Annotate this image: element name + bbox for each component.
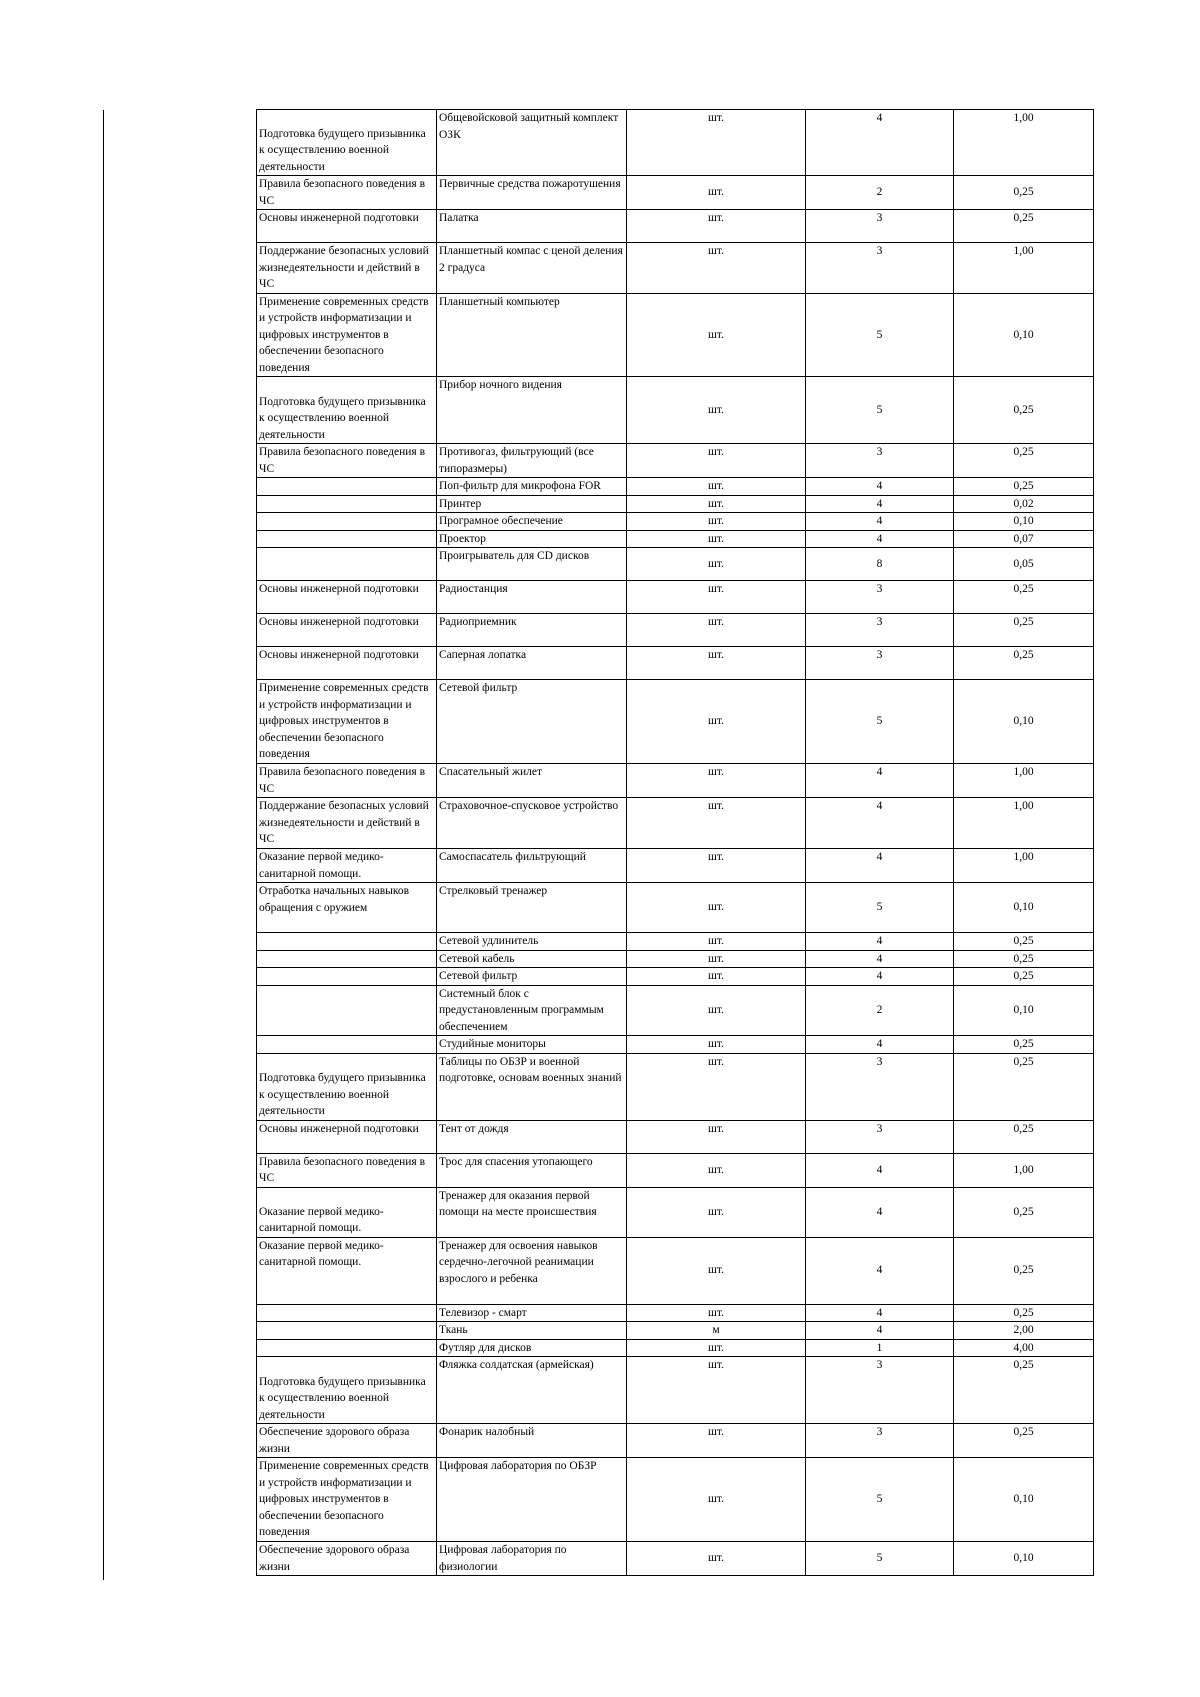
quantity-cell: 3 xyxy=(806,243,954,294)
item-name-cell: Сетевой фильтр xyxy=(437,680,627,764)
unit-cell: шт. xyxy=(627,647,806,680)
unit-cell: шт. xyxy=(627,1304,806,1322)
subject-cell: Поддержание безопасных условий жизнедеятельности и действий в ЧС xyxy=(257,243,437,294)
table-row xyxy=(257,495,1094,513)
quantity-cell: 4 xyxy=(806,1237,954,1304)
unit-cell: шт. xyxy=(627,1357,806,1424)
subject-cell xyxy=(257,933,437,951)
quantity-cell: 4 xyxy=(806,1036,954,1054)
subject-cell xyxy=(257,495,437,513)
unit-cell: шт. xyxy=(627,1458,806,1542)
equipment-table-body xyxy=(257,110,1094,1576)
quantity-cell: 3 xyxy=(806,614,954,647)
quantity-cell: 4 xyxy=(806,1304,954,1322)
subject-cell: Подготовка будущего призывника к осуществлению военной деятельности xyxy=(257,1357,437,1424)
item-name-cell: Радиоприемник xyxy=(437,614,627,647)
value-cell: 0,25 xyxy=(954,210,1094,243)
unit-cell: шт. xyxy=(627,1120,806,1153)
unit-cell: шт. xyxy=(627,950,806,968)
value-cell: 0,25 xyxy=(954,176,1094,210)
item-name-cell: Палатка xyxy=(437,210,627,243)
subject-cell: Основы инженерной подготовки xyxy=(257,614,437,647)
subject-cell: Подготовка будущего призывника к осуществлению военной деятельности xyxy=(257,1053,437,1120)
table-row xyxy=(257,513,1094,531)
quantity-cell: 5 xyxy=(806,883,954,933)
value-cell: 0,25 xyxy=(954,614,1094,647)
equipment-table xyxy=(256,109,1094,1576)
quantity-cell: 4 xyxy=(806,950,954,968)
unit-cell: шт. xyxy=(627,1424,806,1458)
table-row xyxy=(257,950,1094,968)
unit-cell: шт. xyxy=(627,614,806,647)
value-cell: 0,10 xyxy=(954,680,1094,764)
item-name-cell: Цифровая лаборатория по физиологии xyxy=(437,1542,627,1576)
subject-cell xyxy=(257,530,437,548)
value-cell: 0,10 xyxy=(954,1542,1094,1576)
value-cell: 0,25 xyxy=(954,1120,1094,1153)
item-name-cell: Планшетный компьютер xyxy=(437,293,627,377)
item-name-cell: Ткань xyxy=(437,1322,627,1340)
quantity-cell: 5 xyxy=(806,293,954,377)
subject-cell: Правила безопасного поведения в ЧС xyxy=(257,444,437,478)
unit-cell: шт. xyxy=(627,176,806,210)
subject-cell xyxy=(257,1036,437,1054)
subject-cell xyxy=(257,1304,437,1322)
subject-cell: Подготовка будущего призывника к осуществлению военной деятельности xyxy=(257,377,437,444)
value-cell: 0,10 xyxy=(954,513,1094,531)
quantity-cell: 3 xyxy=(806,210,954,243)
item-name-cell: Противогаз, фильтрующий (все типоразмеры) xyxy=(437,444,627,478)
quantity-cell: 5 xyxy=(806,1458,954,1542)
value-cell: 1,00 xyxy=(954,1153,1094,1187)
quantity-cell: 4 xyxy=(806,495,954,513)
quantity-cell: 2 xyxy=(806,176,954,210)
table-row xyxy=(257,764,1094,798)
table-row xyxy=(257,210,1094,243)
item-name-cell: Саперная лопатка xyxy=(437,647,627,680)
unit-cell: шт. xyxy=(627,1542,806,1576)
item-name-cell: Цифровая лаборатория по ОБЗР xyxy=(437,1458,627,1542)
quantity-cell: 4 xyxy=(806,110,954,176)
unit-cell: м xyxy=(627,1322,806,1340)
value-cell: 0,25 xyxy=(954,1237,1094,1304)
item-name-cell: Страховочное-спусковое устройство xyxy=(437,798,627,849)
left-margin-rule xyxy=(103,110,104,1580)
table-row xyxy=(257,614,1094,647)
subject-cell: Основы инженерной подготовки xyxy=(257,1120,437,1153)
item-name-cell: Планшетный компас с ценой деления 2 градуса xyxy=(437,243,627,294)
item-name-cell: Поп-фильтр для микрофона FOR xyxy=(437,478,627,496)
subject-cell: Правила безопасного поведения в ЧС xyxy=(257,1153,437,1187)
subject-cell: Оказание первой медико-санитарной помощи. xyxy=(257,849,437,883)
unit-cell: шт. xyxy=(627,444,806,478)
table-row xyxy=(257,548,1094,581)
table-row xyxy=(257,1357,1094,1424)
unit-cell: шт. xyxy=(627,1187,806,1237)
quantity-cell: 5 xyxy=(806,1542,954,1576)
unit-cell: шт. xyxy=(627,680,806,764)
item-name-cell: Принтер xyxy=(437,495,627,513)
value-cell: 0,25 xyxy=(954,377,1094,444)
unit-cell: шт. xyxy=(627,1339,806,1357)
value-cell: 1,00 xyxy=(954,110,1094,176)
table-row xyxy=(257,444,1094,478)
item-name-cell: Радиостанция xyxy=(437,581,627,614)
unit-cell: шт. xyxy=(627,243,806,294)
table-row xyxy=(257,530,1094,548)
item-name-cell: Тренажер для оказания первой помощи на месте происшествия xyxy=(437,1187,627,1237)
item-name-cell: Первичные средства пожаротушения xyxy=(437,176,627,210)
unit-cell: шт. xyxy=(627,513,806,531)
item-name-cell: Таблицы по ОБЗР и военной подготовке, основам военных знаний xyxy=(437,1053,627,1120)
subject-cell: Оказание первой медико-санитарной помощи. xyxy=(257,1237,437,1304)
subject-cell: Основы инженерной подготовки xyxy=(257,581,437,614)
item-name-cell: Програмное обеспечение xyxy=(437,513,627,531)
subject-cell xyxy=(257,968,437,986)
item-name-cell: Проигрыватель для CD дисков xyxy=(437,548,627,581)
item-name-cell: Самоспасатель фильтрующий xyxy=(437,849,627,883)
value-cell: 0,10 xyxy=(954,985,1094,1036)
table-row xyxy=(257,680,1094,764)
subject-cell: Подготовка будущего призывника к осуществлению военной деятельности xyxy=(257,110,437,176)
value-cell: 0,25 xyxy=(954,1424,1094,1458)
unit-cell: шт. xyxy=(627,210,806,243)
unit-cell: шт. xyxy=(627,883,806,933)
value-cell: 0,10 xyxy=(954,293,1094,377)
table-row xyxy=(257,377,1094,444)
unit-cell: шт. xyxy=(627,530,806,548)
table-row xyxy=(257,1036,1094,1054)
value-cell: 0,25 xyxy=(954,1304,1094,1322)
table-row xyxy=(257,1237,1094,1304)
table-row xyxy=(257,933,1094,951)
unit-cell: шт. xyxy=(627,985,806,1036)
item-name-cell: Футляр для дисков xyxy=(437,1339,627,1357)
subject-cell: Оказание первой медико-санитарной помощи. xyxy=(257,1187,437,1237)
item-name-cell: Сетевой фильтр xyxy=(437,968,627,986)
value-cell: 0,25 xyxy=(954,933,1094,951)
item-name-cell: Системный блок с предустановленным программым обеспечением xyxy=(437,985,627,1036)
quantity-cell: 3 xyxy=(806,1424,954,1458)
quantity-cell: 5 xyxy=(806,680,954,764)
quantity-cell: 8 xyxy=(806,548,954,581)
quantity-cell: 4 xyxy=(806,1322,954,1340)
unit-cell: шт. xyxy=(627,1053,806,1120)
subject-cell xyxy=(257,985,437,1036)
item-name-cell: Фонарик налобный xyxy=(437,1424,627,1458)
table-row xyxy=(257,1187,1094,1237)
quantity-cell: 1 xyxy=(806,1339,954,1357)
quantity-cell: 4 xyxy=(806,798,954,849)
value-cell: 2,00 xyxy=(954,1322,1094,1340)
unit-cell: шт. xyxy=(627,293,806,377)
value-cell: 0,10 xyxy=(954,1458,1094,1542)
value-cell: 1,00 xyxy=(954,849,1094,883)
value-cell: 0,05 xyxy=(954,548,1094,581)
quantity-cell: 3 xyxy=(806,581,954,614)
table-row xyxy=(257,176,1094,210)
unit-cell: шт. xyxy=(627,478,806,496)
item-name-cell: Студийные мониторы xyxy=(437,1036,627,1054)
value-cell: 0,25 xyxy=(954,444,1094,478)
subject-cell: Применение современных средств и устройств информатизации и цифровых инструментов в обеспечении безопасного поведения xyxy=(257,1458,437,1542)
table-row xyxy=(257,1424,1094,1458)
item-name-cell: Трос для спасения утопающего xyxy=(437,1153,627,1187)
quantity-cell: 4 xyxy=(806,1153,954,1187)
table-row xyxy=(257,110,1094,176)
table-row xyxy=(257,1153,1094,1187)
value-cell: 0,25 xyxy=(954,1036,1094,1054)
quantity-cell: 3 xyxy=(806,1053,954,1120)
table-row xyxy=(257,1120,1094,1153)
quantity-cell: 3 xyxy=(806,1120,954,1153)
table-row xyxy=(257,968,1094,986)
item-name-cell: Прибор ночного видения xyxy=(437,377,627,444)
subject-cell: Применение современных средств и устройств информатизации и цифровых инструментов в обеспечении безопасного поведения xyxy=(257,680,437,764)
value-cell: 0,07 xyxy=(954,530,1094,548)
table-row xyxy=(257,849,1094,883)
table-row xyxy=(257,883,1094,933)
unit-cell: шт. xyxy=(627,1036,806,1054)
table-row xyxy=(257,581,1094,614)
value-cell: 0,25 xyxy=(954,968,1094,986)
unit-cell: шт. xyxy=(627,1237,806,1304)
quantity-cell: 4 xyxy=(806,933,954,951)
quantity-cell: 4 xyxy=(806,513,954,531)
subject-cell: Основы инженерной подготовки xyxy=(257,647,437,680)
item-name-cell: Проектор xyxy=(437,530,627,548)
quantity-cell: 4 xyxy=(806,849,954,883)
quantity-cell: 5 xyxy=(806,377,954,444)
subject-cell: Поддержание безопасных условий жизнедеятельности и действий в ЧС xyxy=(257,798,437,849)
value-cell: 1,00 xyxy=(954,764,1094,798)
unit-cell: шт. xyxy=(627,798,806,849)
item-name-cell: Тренажер для освоения навыков сердечно-легочной реанимации взрослого и ребенка xyxy=(437,1237,627,1304)
value-cell: 0,25 xyxy=(954,1053,1094,1120)
quantity-cell: 4 xyxy=(806,764,954,798)
unit-cell: шт. xyxy=(627,849,806,883)
item-name-cell: Общевойсковой защитный комплект ОЗК xyxy=(437,110,627,176)
subject-cell xyxy=(257,513,437,531)
unit-cell: шт. xyxy=(627,933,806,951)
subject-cell: Основы инженерной подготовки xyxy=(257,210,437,243)
item-name-cell: Стрелковый тренажер xyxy=(437,883,627,933)
subject-cell: Обеспечение здорового образа жизни xyxy=(257,1424,437,1458)
table-row xyxy=(257,798,1094,849)
table-row xyxy=(257,1304,1094,1322)
table-row xyxy=(257,1339,1094,1357)
item-name-cell: Сетевой кабель xyxy=(437,950,627,968)
subject-cell: Отработка начальных навыков обращения с оружием xyxy=(257,883,437,933)
quantity-cell: 4 xyxy=(806,1187,954,1237)
table-row xyxy=(257,1322,1094,1340)
table-row xyxy=(257,1053,1094,1120)
value-cell: 4,00 xyxy=(954,1339,1094,1357)
table-row xyxy=(257,478,1094,496)
subject-cell xyxy=(257,1339,437,1357)
unit-cell: шт. xyxy=(627,968,806,986)
value-cell: 0,10 xyxy=(954,883,1094,933)
table-row xyxy=(257,243,1094,294)
value-cell: 0,02 xyxy=(954,495,1094,513)
item-name-cell: Телевизор - смарт xyxy=(437,1304,627,1322)
subject-cell xyxy=(257,548,437,581)
quantity-cell: 3 xyxy=(806,1357,954,1424)
value-cell: 0,25 xyxy=(954,647,1094,680)
quantity-cell: 2 xyxy=(806,985,954,1036)
subject-cell: Правила безопасного поведения в ЧС xyxy=(257,764,437,798)
value-cell: 0,25 xyxy=(954,950,1094,968)
quantity-cell: 4 xyxy=(806,530,954,548)
quantity-cell: 4 xyxy=(806,478,954,496)
subject-cell xyxy=(257,478,437,496)
subject-cell: Правила безопасного поведения в ЧС xyxy=(257,176,437,210)
table-row xyxy=(257,647,1094,680)
item-name-cell: Тент от дождя xyxy=(437,1120,627,1153)
value-cell: 0,25 xyxy=(954,1187,1094,1237)
value-cell: 0,25 xyxy=(954,478,1094,496)
quantity-cell: 4 xyxy=(806,968,954,986)
table-row xyxy=(257,1458,1094,1542)
table-row xyxy=(257,293,1094,377)
value-cell: 1,00 xyxy=(954,798,1094,849)
item-name-cell: Сетевой удлинитель xyxy=(437,933,627,951)
unit-cell: шт. xyxy=(627,1153,806,1187)
unit-cell: шт. xyxy=(627,548,806,581)
quantity-cell: 3 xyxy=(806,647,954,680)
subject-cell: Применение современных средств и устройств информатизации и цифровых инструментов в обеспечении безопасного поведения xyxy=(257,293,437,377)
value-cell: 0,25 xyxy=(954,1357,1094,1424)
value-cell: 1,00 xyxy=(954,243,1094,294)
item-name-cell: Спасательный жилет xyxy=(437,764,627,798)
unit-cell: шт. xyxy=(627,377,806,444)
unit-cell: шт. xyxy=(627,581,806,614)
subject-cell xyxy=(257,950,437,968)
table-row xyxy=(257,1542,1094,1576)
quantity-cell: 3 xyxy=(806,444,954,478)
subject-cell xyxy=(257,1322,437,1340)
item-name-cell: Фляжка солдатская (армейская) xyxy=(437,1357,627,1424)
subject-cell: Обеспечение здорового образа жизни xyxy=(257,1542,437,1576)
unit-cell: шт. xyxy=(627,495,806,513)
unit-cell: шт. xyxy=(627,110,806,176)
unit-cell: шт. xyxy=(627,764,806,798)
table-row xyxy=(257,985,1094,1036)
value-cell: 0,25 xyxy=(954,581,1094,614)
